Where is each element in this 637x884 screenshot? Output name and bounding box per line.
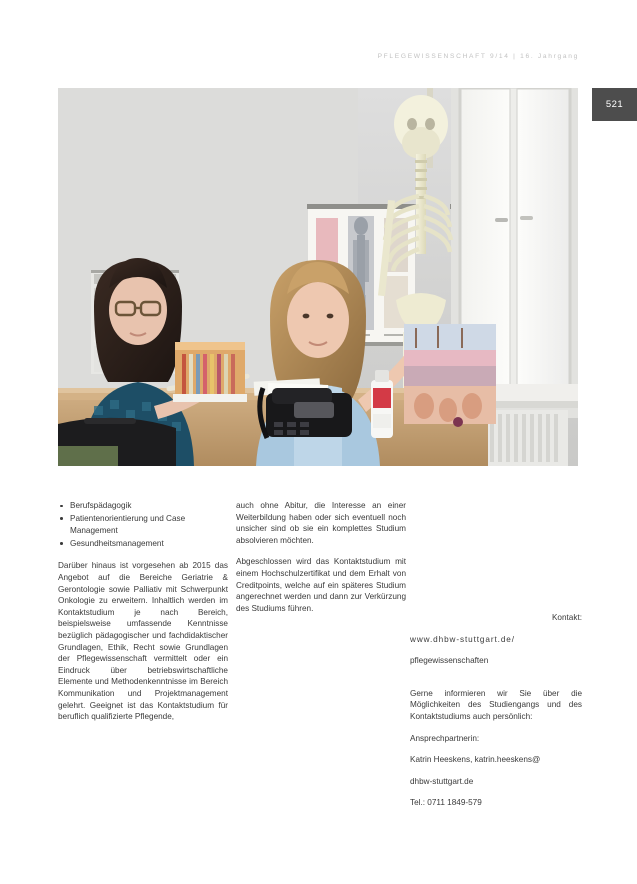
list-item: Patientenorientierung und Case Management (58, 513, 228, 538)
contact-info-paragraph: Gerne informieren wir Sie über die Möglichkeiten des Studiengangs und des Kontaktstudiums auch persönlich: (410, 688, 582, 721)
photo-illustration (58, 88, 578, 466)
contact-person-line-2[interactable]: dhbw-stuttgart.de (410, 776, 474, 786)
focus-areas-list (58, 500, 228, 550)
contact-person-line-1[interactable]: Katrin Heeskens, katrin.heeskens@ (410, 755, 541, 765)
contact-column (410, 612, 582, 809)
body-column-left (58, 500, 228, 723)
middle-body-paragraph-1: auch ohne Abitur, die Interesse an einer Weiterbildung haben oder sich eventuell noch unsicher sind ob sie ein komplettes Studium absolvieren möchten. (236, 501, 406, 545)
page-number-badge: 521 (592, 88, 637, 121)
contact-label: Kontakt: (551, 613, 582, 622)
running-header: PFLEGEWISSENSCHAFT 9/14 | 16. Jahrgang (377, 53, 579, 60)
article-photo (58, 88, 578, 466)
list-item: Gesundheitsmanagement (58, 538, 228, 551)
body-column-middle (236, 500, 406, 614)
contact-person-label: Ansprechpartnerin: (410, 733, 480, 743)
list-item: Berufspädagogik (58, 500, 228, 513)
spacer (410, 677, 582, 688)
middle-body-paragraph-2: Abgeschlossen wird das Kontaktstudium mit einem Hochschulzertifikat und dem Erhalt von Creditpoints, welche auf ein späteres Studium angerechnet werden und dann zur Verkürzung des Studiums führen. (236, 557, 406, 613)
contact-url-line-2[interactable]: pflegewissenschaften (410, 656, 489, 666)
contact-url-line-1[interactable]: www.dhbw-stuttgart.de/ (410, 634, 515, 644)
contact-phone[interactable]: Tel.: 0711 1849-579 (410, 798, 482, 808)
left-body-paragraph: Darüber hinaus ist vorgesehen ab 2015 das Angebot auf die Bereiche Geriatrie & Gerontologie sowie Palliativ mit Schwerpunkt Onkologie zu erweitern. Inhaltlich werden im Kontaktstudium je nach Bereich, beispielsweise umfassende Kenntnisse bezüglich pädagogischer und fachdidaktischer Grundlagen, Ethik, Recht sowie Grundlagen der Pflegewissenschaft vermittelt oder ein Eindruck über betriebswirtschaftliche Elemente und Methodenkenntnisse im Bereich Kommunikation und Projektmanagement gelehrt. Geeignet ist das Kontaktstudium für beruflich qualifizierte Pflegende, (58, 561, 228, 722)
